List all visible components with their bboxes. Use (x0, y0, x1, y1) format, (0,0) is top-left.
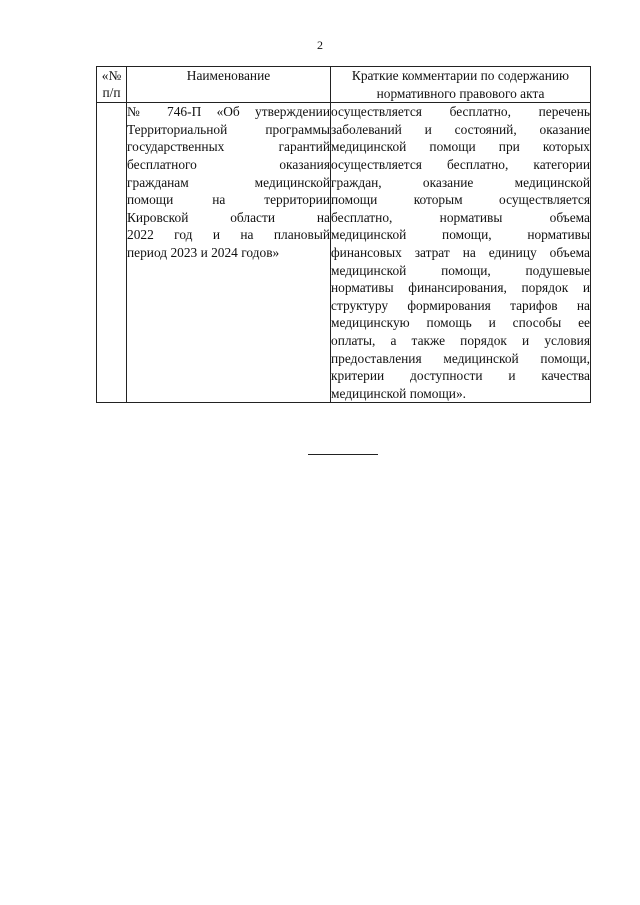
cell-name (127, 103, 331, 403)
page-number: 2 (317, 38, 323, 52)
name-line: бесплатного оказания (127, 156, 330, 172)
comment-line: медицинской помощи, нормативы (331, 227, 590, 243)
header-comment-line: нормативного правового акта (376, 85, 545, 101)
comment-line: медицинской помощи, подушевые (331, 262, 590, 278)
comment-line: осуществляется бесплатно, перечень (331, 104, 590, 120)
name-line: гражданам медицинской (127, 174, 330, 190)
comment-line: критерии доступности и качества (331, 368, 590, 384)
comment-line: помощи которым осуществляется (331, 192, 590, 208)
cell-number (97, 103, 127, 403)
comment-line: нормативы финансирования, порядок и (331, 280, 590, 296)
comment-line: предоставления медицинской помощи, (331, 350, 590, 366)
table-header-row (97, 67, 591, 103)
comment-line: граждан, оказание медицинской (331, 174, 590, 190)
comment-line: структуру формирования тарифов на (331, 297, 590, 313)
header-comment-line: Краткие комментарии по содержанию (351, 68, 570, 83)
header-number-line: «№ (101, 68, 122, 83)
end-of-document-rule (308, 454, 378, 455)
header-name: Наименование (127, 67, 331, 103)
comment-line: бесплатно, нормативы объема (331, 209, 590, 225)
name-line: период 2023 и 2024 годов» (127, 244, 280, 260)
comment-line: финансовых затрат на единицу объема (331, 244, 590, 260)
comment-line: осуществляется бесплатно, категории (331, 156, 590, 172)
table-row (97, 103, 591, 403)
name-line: № 746-П «Об утверждении (127, 104, 330, 120)
legal-acts-table (96, 66, 591, 403)
name-line: Кировской области на (127, 209, 330, 225)
header-comment (331, 67, 591, 103)
comment-line: оплаты, а также порядок и условия (331, 332, 590, 348)
comment-line: заболеваний и состояний, оказание (331, 121, 590, 137)
comment-line: медицинской помощи при которых (331, 139, 590, 155)
name-line: Территориальной программы (127, 121, 330, 137)
name-line: помощи на территории (127, 192, 330, 208)
name-line: государственных гарантий (127, 139, 330, 155)
name-line: 2022 год и на плановый (127, 227, 330, 243)
comment-line: медицинской помощи». (331, 385, 466, 401)
header-number (97, 67, 127, 103)
comment-line: медицинскую помощь и способы ее (331, 315, 590, 331)
header-number-line: п/п (102, 85, 121, 100)
cell-comment (331, 103, 591, 403)
